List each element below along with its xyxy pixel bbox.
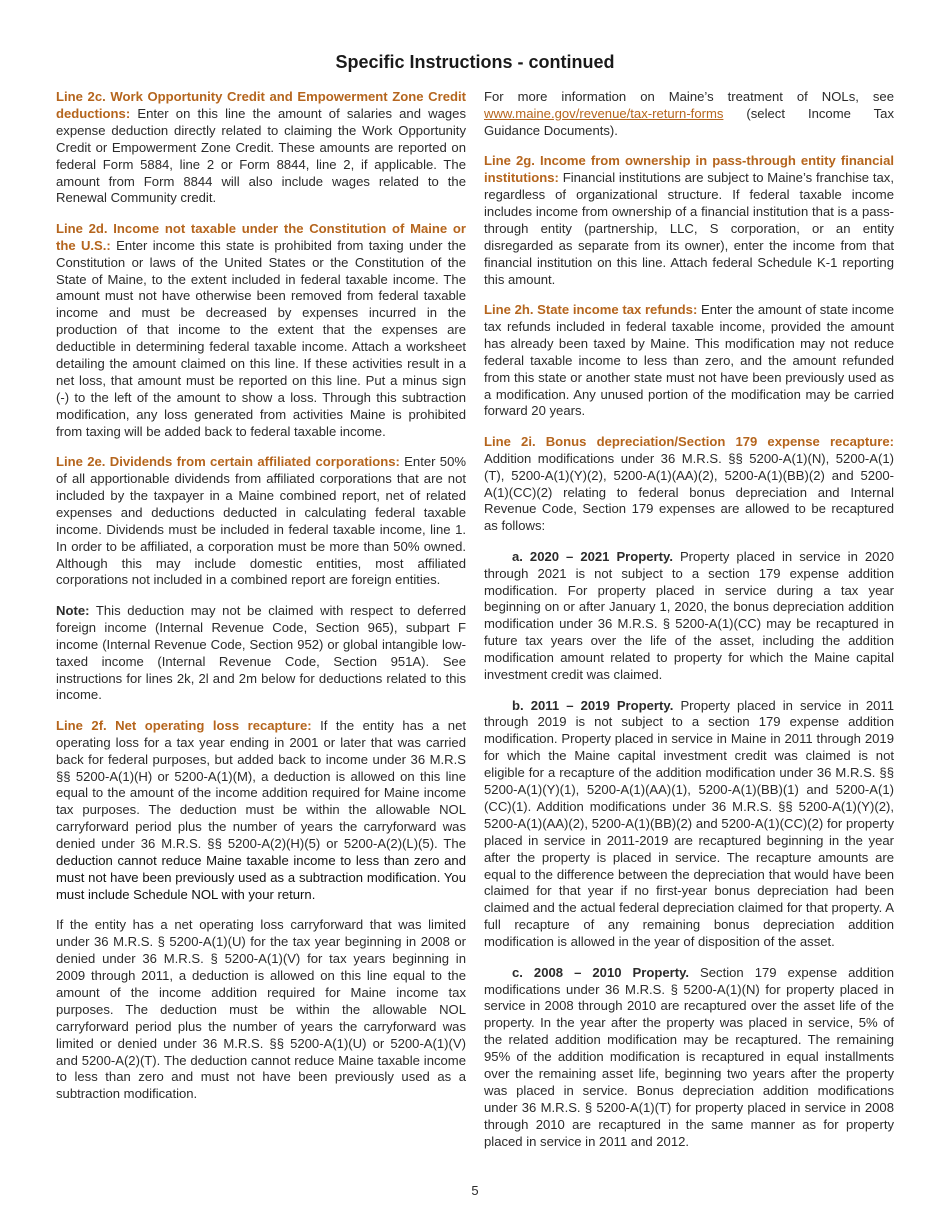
line-2g-heading: Line 2g. Income from ownership in pass-through entity financial institutions:: [484, 153, 894, 186]
line-2f-paragraph: [56, 718, 466, 904]
left-column: [56, 89, 466, 1117]
line-2f-text: If the entity has a net operating loss for a tax year ending in 2001 or later that was carried back for federal purposes, but added back to income under 36 M.R.S §§ 5200-A(1)(H) or 5200-A(1)(M), a deduction is allowed on this line equal to the amount of the income addition required for Maine income tax purposes. The deduction must be within the allowable NOL carryforward period plus the number of years the carryforward was denied under 36 M.R.S. §§ 5200-A(2)(H)(5) or 5200-A(2)(L)(5). The: [56, 717, 466, 852]
property-2020-2021-heading: a. 2020 – 2021 Property.: [512, 548, 673, 564]
line-2e-text: Enter 50% of all apportionable dividends from affiliated corporations that are not included by the taxpayer in a Maine combined report, net of related expenses and deductions deducted in calculating federal taxable income. Dividends must be included in federal taxable income, line 1. In order to be affiliated, a corporation must be more than 50% owned. Although this may include domestic entities, most affiliated corporations not included in a combined report are foreign entities.: [56, 454, 466, 588]
note-paragraph: [56, 603, 466, 704]
property-2008-2010-text: Section 179 expense addition modifications under 36 M.R.S. § 5200-A(1)(N) for property placed in service in 2008 through 2010 are recaptured over the asset life of the property. In the year after the property was placed in service, 5% of the related addition modification may be recaptured. The remaining 95% of the addition modification is recaptured in equal installments over the remaining asset life, beginning two years after the property was placed in service. Bonus depreciation addition modifications under 36 M.R.S. § 5200-A(1)(T) for property placed in service in 2008 through 2010 are recaptured in the same manner as for property placed in service in 2011 and 2012.: [484, 964, 894, 1149]
line-2i-text: Addition modifications under 36 M.R.S. §§ 5200-A(1)(N), 5200-A(1)(T), 5200-A(1)(Y)(2), 5200-A(1)(AA)(2), 5200-A(1)(BB)(2) and 5200-A(1)(CC)(2) relating to federal bonus depreciation and Internal Revenue Code, Section 179 expenses are allowed to be recaptured as follows:: [484, 450, 894, 534]
nol-info-text: For more information on Maine’s treatment of NOLs, see: [484, 89, 894, 104]
tax-return-forms-link[interactable]: www.maine.gov/revenue/tax-return-forms: [484, 105, 724, 121]
nol-info-paragraph: [484, 89, 894, 140]
line-2f-heading: Line 2f. Net operating loss recapture:: [56, 717, 312, 733]
line-2g-paragraph: [484, 153, 894, 288]
line-2c-paragraph: [56, 89, 466, 207]
line-2g-text: Financial institutions are subject to Maine’s franchise tax, regardless of organizational structure. If federal taxable income includes income from ownership of a financial institution that is a pass-through entity (partnership, LLC, S corporation, or an entity disregarded as separate from its owner), enter the income from that financial institution on this line. Attach federal Schedule K-1 reporting this amount.: [484, 170, 894, 287]
line-2i-heading: Line 2i. Bonus depreciation/Section 179 expense recapture:: [484, 433, 894, 449]
note-label: Note:: [56, 602, 90, 618]
note-text: This deduction may not be claimed with respect to deferred foreign income (Internal Revenue Code, Section 965), subpart F income (Internal Revenue Code, Section 952) or global intangible low-taxed income (Internal Revenue Code, Section 951A). See instructions for lines 2k, 2l and 2m below for deductions related to this income.: [56, 602, 466, 703]
line-2d-heading: Line 2d. Income not taxable under the Constitution of Maine or the U.S.:: [56, 220, 466, 253]
line-2h-heading: Line 2h. State income tax refunds:: [484, 301, 698, 317]
line-2e-heading: Line 2e. Dividends from certain affiliated corporations:: [56, 454, 400, 470]
nol-limited-paragraph: If the entity has a net operating loss carryforward that was limited under 36 M.R.S. § 5200-A(1)(U) for the tax year beginning in 2008 or denied under 36 M.R.S. § 5200-A(1)(V) for tax years beginning in 2009 through 2011, a deduction is allowed on this line equal to the amount of the income addition required for Maine income tax purposes. The deduction must be within the allowable NOL carryforward period plus the number of years the carryforward was limited or denied under 36 M.R.S. §§ 5200-A(1)(U) or 5200-A(1)(V) and 5200-A(2)(T). The deduction cannot reduce Maine taxable income to less than zero and must not have been previously used as a subtraction modification.: [56, 917, 466, 1102]
property-2011-2019-text: Property placed in service in 2011 through 2019 is not subject to a section 179 expense addition modification. Property placed in service in Maine in 2011 through 2019 for which the Maine capital investment credit was claimed is not eligible for a recapture of the addition modification under 36 M.R.S. §§ 5200-A(1)(Y)(1), 5200-A(1)(AA)(1), 5200-A(1)(BB)(1) and 5200-A(1)(CC)(1). Addition modifications under 36 M.R.S. §§ 5200-A(1)(Y)(2), 5200-A(1)(AA)(2), 5200-A(1)(BB)(2) and 5200-A(1)(CC)(2) for property placed in service in 2011-2019 are recaptured beginning in the year after the property is placed in service. The recapture amounts are equal to the difference between the depreciation that would have been claimed for that year if no first-year bonus depreciation had been claimed and the actual federal depreciation claimed for that property. A full recapture of any remaining bonus depreciation addition modification is allowed in the year of disposition of the asset.: [484, 697, 894, 950]
line-2h-paragraph: [484, 302, 894, 420]
line-2c-heading: Line 2c. Work Opportunity Credit and Empowerment Zone Credit deductions:: [56, 89, 466, 121]
line-2h-text: Enter the amount of state income tax refunds included in federal taxable income, provided the amount has already been taxed by Maine. This modification may not reduce federal taxable income to less than zero, and the amount refunded from this state or another state must not have been previously used as a modification. Any unused portion of the modification may be carried forward 20 years.: [484, 301, 895, 419]
page-title: Specific Instructions - continued: [335, 52, 615, 72]
line-2c-text: Enter on this line the amount of salaries and wages expense deduction directly related to claiming the Work Opportunity Credit or Empowerment Zone Credit. These amounts are reported on federal Form 5884, line 2 or Form 8844, line 2, if applicable. The amount from Form 8844 will also include wages related to the Renewal Community credit.: [56, 105, 466, 206]
line-2i-paragraph: [484, 434, 894, 535]
line-2d-text: Enter income this state is prohibited from taxing under the Constitution or laws of the United States or the Constitution of the State of Maine, to the extent included in federal taxable income. The amount must not have otherwise been removed from federal taxable income and must be decreased by expenses incurred in the production of that income to the extent that the expenses are deductible in determining federal taxable income. Attach a worksheet detailing the amount claimed on this line. If these activities result in a net loss, that amount must be reported on this line. Put a minus sign (-) to the left of the amount to show a loss. Through this subtraction modification, any loss generated from activities Maine is prohibited from taxing will be added back to federal taxable income.: [56, 237, 467, 439]
line-2f-text-continued: deduction cannot reduce Maine taxable income to less than zero and must not have been previously used as a subtraction modification. You must include Schedule NOL with your return.: [56, 853, 466, 902]
property-2008-2010-paragraph: [484, 965, 894, 1151]
nol-info-text-end: (select Income Tax Guidance Documents).: [484, 105, 894, 138]
property-2020-2021-text: Property placed in service in 2020 through 2021 is not subject to a section 179 expense addition modification. For property placed in service during a tax year beginning on or after January 1, 2020, the bonus depreciation addition modification under 36 M.R.S. § 5200-A(1)(CC) may be recaptured in future tax years over the life of the asset, including the addition modification amount related to property for which the Maine capital investment credit was claimed.: [484, 548, 894, 683]
right-column: [484, 89, 894, 1164]
line-2d-paragraph: [56, 221, 466, 441]
property-2011-2019-heading: b. 2011 – 2019 Property.: [512, 697, 674, 713]
property-2011-2019-paragraph: [484, 698, 894, 952]
property-2020-2021-paragraph: [484, 549, 894, 684]
page-number: 5: [471, 1183, 479, 1198]
property-2008-2010-heading: c. 2008 – 2010 Property.: [512, 964, 690, 980]
line-2e-paragraph: [56, 454, 466, 589]
